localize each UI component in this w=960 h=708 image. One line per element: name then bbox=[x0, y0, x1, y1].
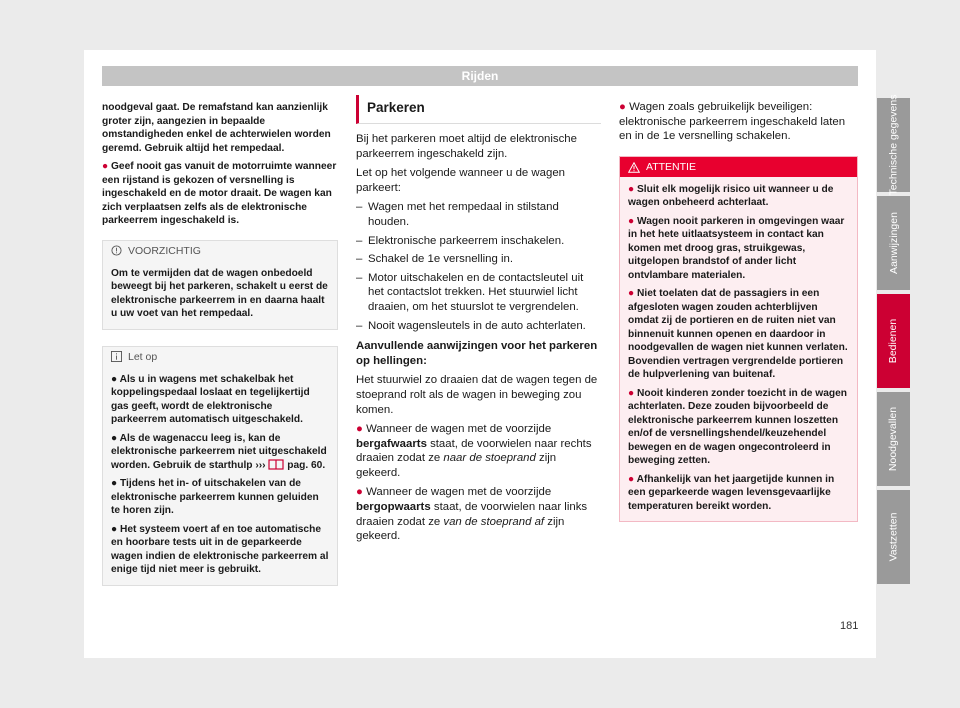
warning-item-text: Nooit kinderen zonder toezicht in de wagen achterlaten. Deze zouden bijvoorbeeld de elektronische parkeerrem kunnen loszetten en/of de versnellingshendel/keuzehendel bewegen en de wagen ongecontroleerd in beweging zetten. bbox=[628, 387, 847, 467]
warning-item bbox=[628, 287, 849, 382]
text-run: bergopwaarts bbox=[356, 501, 431, 514]
text-run: van de stoeprand af bbox=[443, 515, 545, 528]
bullet-icon: ● bbox=[628, 387, 635, 399]
warning-item-text: Afhankelijk van het jaargetijde kunnen in een geparkeerde wagen levensgevaarlijke temperaturen bereikt worden. bbox=[628, 473, 835, 512]
bullet-icon: ● bbox=[111, 373, 118, 385]
bullet-item bbox=[356, 422, 601, 480]
warning-item bbox=[628, 215, 849, 283]
caution-title: VOORZICHTIG bbox=[128, 244, 201, 257]
step-item: – Elektronische parkeerrem inschakelen. bbox=[356, 234, 565, 247]
bullet-icon: ● bbox=[628, 288, 635, 300]
tab-noodgevallen[interactable] bbox=[877, 392, 910, 486]
bullet-item bbox=[356, 485, 601, 543]
step-text: Schakel de 1e versnelling in. bbox=[368, 253, 514, 266]
warning-triangle-icon bbox=[628, 162, 640, 173]
step-text: Nooit wagensleutels in de auto achterlaten. bbox=[368, 319, 586, 332]
bullet-text: Geef nooit gas vanuit de motorruimte wanneer een rijstand is gekozen of versnelling is ingeschakeld en de motor draait. De wagen kan zich verplaatsen zelfs als de elektronische parkeerrem ingeschakeld is. bbox=[102, 161, 337, 226]
step-item: – Nooit wagensleutels in de auto achterlaten. bbox=[356, 319, 586, 332]
bullet-text: Wagen zoals gebruikelijk beveiligen: elektronische parkeerrem ingeschakeld laten en in de 1e versnelling schakelen. bbox=[619, 101, 846, 143]
text-run: Wanneer de wagen met de voorzijde bbox=[366, 423, 552, 436]
text-run: staat, de voorwielen naar rechts draaien zodat ze bbox=[356, 437, 592, 465]
page-reference-link[interactable]: pag. 60. bbox=[287, 459, 326, 471]
warning-header bbox=[620, 157, 857, 177]
tab-label: Aanwijzingen bbox=[887, 212, 900, 274]
step-item: – Wagen met het rempedaal in stilstand houden. bbox=[356, 200, 601, 229]
warning-body bbox=[620, 177, 857, 522]
bullet-icon: ● bbox=[111, 523, 118, 535]
warning-item-text: Wagen nooit parkeren in omgevingen waar in het hete uitlaatsysteem in contact kan komen met droog gras, struikgewas, uitgelopen brandstof of ander licht ontvlambare materialen. bbox=[628, 215, 845, 281]
caution-header bbox=[103, 241, 337, 261]
tab-vastzetten[interactable] bbox=[877, 490, 910, 584]
page-number: 181 bbox=[840, 620, 859, 632]
step-item: – Schakel de 1e versnelling in. bbox=[356, 253, 514, 266]
step-item: – Motor uitschakelen en de contactsleutel uit het contactslot trekken. Het stuurwiel licht draaien, om het stuurslot te vergrendelen. bbox=[356, 271, 601, 315]
text-run: zijn gekeerd. bbox=[356, 515, 565, 543]
note-item bbox=[111, 373, 329, 427]
bullet-icon: ● bbox=[356, 486, 363, 499]
warning-item-text: Niet toelaten dat de passagiers in een afgesloten wagen zouden achterblijven omdat zij de portieren en de ruiten niet van binnenuit kunnen openen en daardoor in noodgevallen de wagen niet kunnen verlaten. Bovendien vertragen vergrendelde portieren de hulpverlening van buitenaf. bbox=[628, 288, 848, 381]
bullet-icon: ● bbox=[628, 473, 635, 485]
column-left bbox=[102, 101, 338, 586]
note-item bbox=[111, 477, 329, 518]
bullet-icon: ● bbox=[628, 183, 635, 195]
book-reference-icon[interactable] bbox=[268, 459, 284, 470]
bullet-icon: ● bbox=[102, 161, 109, 172]
note-box bbox=[102, 346, 338, 586]
paragraph: Het stuurwiel zo draaien dat de wagen tegen de stoeprand rolt als de wagen in beweging zou komen. bbox=[356, 374, 598, 416]
tab-bedienen[interactable] bbox=[877, 294, 910, 388]
step-text: Motor uitschakelen en de contactsleutel uit het contactslot trekken. Het stuurwiel licht draaien, om het stuurslot te vergrendelen. bbox=[368, 271, 584, 313]
text-run: Wanneer de wagen met de voorzijde bbox=[366, 486, 552, 499]
caution-text: Om te vermijden dat de wagen onbedoeld beweegt bij het parkeren, schakelt u eerst de elektronische parkeerrem in en daarna haalt u uw voet van het rempedaal. bbox=[111, 267, 328, 319]
bullet-icon: ● bbox=[356, 423, 363, 436]
bullet-icon: ● bbox=[111, 478, 118, 489]
tab-aanwijzingen[interactable] bbox=[877, 196, 910, 290]
info-square-icon bbox=[111, 351, 122, 362]
chapter-title: Rijden bbox=[461, 69, 499, 83]
note-item-text: Als de wagenaccu leeg is, kan de elektronische parkeerrem niet uitgeschakeld worden. Gebruik de starthulp bbox=[111, 432, 327, 471]
note-item-text: Het systeem voert af en toe automatische en hoorbare tests uit in de geparkeerde wagen indien de elektronische parkeerrem al enige tijd niet meer is gebruikt. bbox=[111, 523, 329, 575]
note-body bbox=[103, 367, 337, 585]
text-run: bergafwaarts bbox=[356, 437, 427, 450]
step-text: Wagen met het rempedaal in stilstand houden. bbox=[368, 201, 559, 228]
intro-text: noodgeval gaat. De remafstand kan aanzienlijk groter zijn, aangezien in bepaalde omstandigheden enkel de achterwielen worden geremd. Gebruik altijd het rempedaal. bbox=[102, 102, 331, 154]
note-item bbox=[111, 523, 329, 577]
bullet-item bbox=[102, 160, 338, 228]
warning-item bbox=[628, 473, 849, 514]
note-item bbox=[111, 432, 329, 473]
note-item-text: Tijdens het in- of uitschakelen van de elektronische parkeerrem kunnen geluiden te horen zijn. bbox=[111, 478, 319, 516]
bullet-icon: ● bbox=[619, 101, 626, 113]
info-circle-icon bbox=[111, 245, 122, 256]
column-middle bbox=[356, 95, 601, 549]
reference-arrows[interactable]: ››› bbox=[255, 459, 266, 471]
warning-item-text: Sluit elk mogelijk risico uit wanneer u de wagen onbeheerd achterlaat. bbox=[628, 183, 834, 209]
tab-label: Noodgevallen bbox=[887, 406, 900, 472]
note-title: Let op bbox=[128, 350, 158, 363]
step-text: Elektronische parkeerrem inschakelen. bbox=[368, 234, 565, 247]
text-run: staat, de voorwielen naar links draaien zodat ze bbox=[356, 501, 588, 528]
text-run: zijn gekeerd. bbox=[356, 452, 557, 479]
note-item-text: Als u in wagens met schakelbak het koppelingspedaal loslaat en tegelijkertijd gas geeft, wordt de elektronische parkeerrem automatisch uitgeschakeld. bbox=[111, 373, 310, 425]
column-right bbox=[619, 100, 858, 522]
bullet-icon: ● bbox=[628, 215, 635, 227]
paragraph: Let op het volgende wanneer u de wagen parkeert: bbox=[356, 167, 565, 194]
tab-label: Bedienen bbox=[887, 318, 900, 364]
warning-item bbox=[628, 183, 849, 210]
tab-label: Technische gegevens bbox=[887, 94, 900, 196]
tab-label: Vastzetten bbox=[887, 512, 900, 562]
subheading: Aanvullende aanwijzingen voor het parkeren op hellingen: bbox=[356, 340, 598, 367]
text-run: naar de stoeprand bbox=[443, 452, 536, 465]
chapter-header bbox=[102, 66, 858, 86]
bullet-item bbox=[619, 100, 858, 144]
warning-box bbox=[619, 156, 858, 523]
section-title: Parkeren bbox=[356, 95, 601, 124]
tab-technische-gegevens[interactable] bbox=[877, 94, 910, 196]
warning-title: ATTENTIE bbox=[646, 160, 696, 173]
paragraph: Bij het parkeren moet altijd de elektronische parkeerrem ingeschakeld zijn. bbox=[356, 133, 577, 160]
caution-box bbox=[102, 240, 338, 330]
note-header bbox=[103, 347, 337, 367]
bullet-icon: ● bbox=[111, 432, 118, 444]
warning-item bbox=[628, 387, 849, 468]
